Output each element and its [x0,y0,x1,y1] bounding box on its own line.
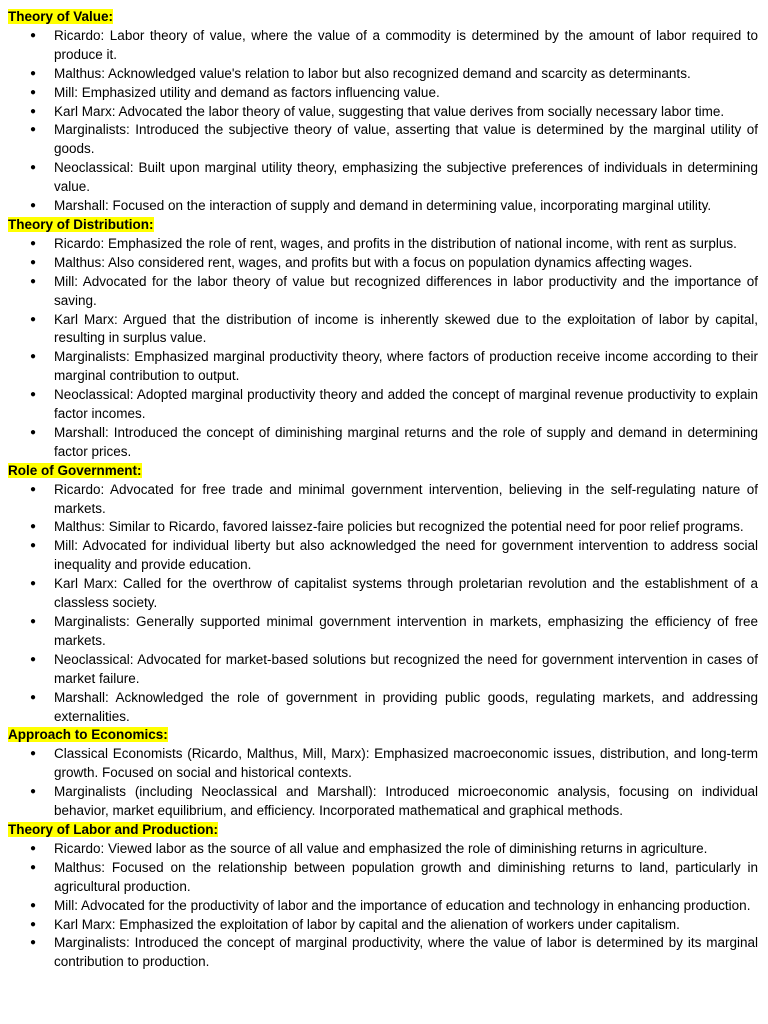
section-heading [8,216,758,235]
section-heading [8,462,758,481]
section-heading [8,726,758,745]
list-item: ● Malthus: Focused on the relationship between population growth and diminishing returns to land, particularly in agricultural production. [8,859,758,897]
list-item: ● Ricardo: Emphasized the role of rent, wages, and profits in the distribution of national income, with rent as surplus. [8,235,758,254]
list-item: ● Ricardo: Advocated for free trade and minimal government intervention, believing in the self-regulating nature of markets. [8,481,758,519]
list-item: ● Marginalists (including Neoclassical and Marshall): Introduced microeconomic analysis, focusing on individual behavior, market equilibrium, and efficiency. Incorporated mathematical and graphical methods. [8,783,758,821]
list-item: ● Marginalists: Emphasized marginal productivity theory, where factors of production receive income according to their marginal contribution to output. [8,348,758,386]
bullet-list [8,27,758,216]
list-item: ● Karl Marx: Advocated the labor theory of value, suggesting that value derives from socially necessary labor time. [8,103,758,122]
section-theory-of-distribution [8,216,758,462]
list-item: ● Neoclassical: Advocated for market-based solutions but recognized the need for government intervention in cases of market failure. [8,651,758,689]
list-item: ● Marshall: Focused on the interaction of supply and demand in determining value, incorporating marginal utility. [8,197,758,216]
bullet-list [8,745,758,821]
section-heading-text: Role of Government: [8,462,142,478]
list-item: ● Neoclassical: Built upon marginal utility theory, emphasizing the subjective preferences of individuals in determining value. [8,159,758,197]
list-item: ● Mill: Advocated for individual liberty but also acknowledged the need for government intervention to address social inequality and provide education. [8,537,758,575]
list-item: ● Classical Economists (Ricardo, Malthus, Mill, Marx): Emphasized macroeconomic issues, distribution, and long-term growth. Focused on social and historical contexts. [8,745,758,783]
list-item: ● Neoclassical: Adopted marginal productivity theory and added the concept of marginal revenue productivity to explain factor incomes. [8,386,758,424]
section-approach-to-economics [8,726,758,821]
list-item: ● Malthus: Also considered rent, wages, and profits but with a focus on population dynamics affecting wages. [8,254,758,273]
bullet-list [8,481,758,727]
list-item: ● Malthus: Acknowledged value's relation to labor but also recognized demand and scarcity as determinants. [8,65,758,84]
list-item: ● Karl Marx: Argued that the distribution of income is inherently skewed due to the exploitation of labor by capital, resulting in surplus value. [8,311,758,349]
bullet-list [8,235,758,462]
bullet-list [8,840,758,972]
list-item: ● Ricardo: Viewed labor as the source of all value and emphasized the role of diminishing returns in agriculture. [8,840,758,859]
section-heading [8,8,758,27]
section-heading-text: Theory of Labor and Production: [8,821,218,837]
list-item: ● Marginalists: Introduced the subjective theory of value, asserting that value is determined by the marginal utility of goods. [8,121,758,159]
section-heading [8,821,758,840]
list-item: ● Marshall: Acknowledged the role of government in providing public goods, regulating markets, and addressing externalities. [8,689,758,727]
section-theory-of-value [8,8,758,216]
list-item: ● Mill: Emphasized utility and demand as factors influencing value. [8,84,758,103]
list-item: ● Marginalists: Generally supported minimal government intervention in markets, emphasizing the efficiency of free markets. [8,613,758,651]
list-item: ● Karl Marx: Called for the overthrow of capitalist systems through proletarian revolution and the establishment of a classless society. [8,575,758,613]
section-heading-text: Approach to Economics: [8,727,168,743]
section-role-of-government [8,462,758,727]
list-item: ● Marshall: Introduced the concept of diminishing marginal returns and the role of supply and demand in determining factor prices. [8,424,758,462]
list-item: ● Ricardo: Labor theory of value, where the value of a commodity is determined by the amount of labor required to produce it. [8,27,758,65]
section-heading-text: Theory of Value: [8,9,114,24]
list-item: ● Mill: Advocated for the productivity of labor and the importance of education and technology in enhancing production. [8,897,758,916]
list-item: ● Karl Marx: Emphasized the exploitation of labor by capital and the alienation of workers under capitalism. [8,916,758,935]
list-item: ● Marginalists: Introduced the concept of marginal productivity, where the value of labor is determined by its marginal contribution to production. [8,934,758,972]
list-item: ● Malthus: Similar to Ricardo, favored laissez-faire policies but recognized the potential need for poor relief programs. [8,518,758,537]
section-theory-of-labor-and-production [8,821,758,972]
list-item: ● Mill: Advocated for the labor theory of value but recognized differences in labor productivity and the importance of saving. [8,273,758,311]
section-heading-text: Theory of Distribution: [8,216,154,232]
